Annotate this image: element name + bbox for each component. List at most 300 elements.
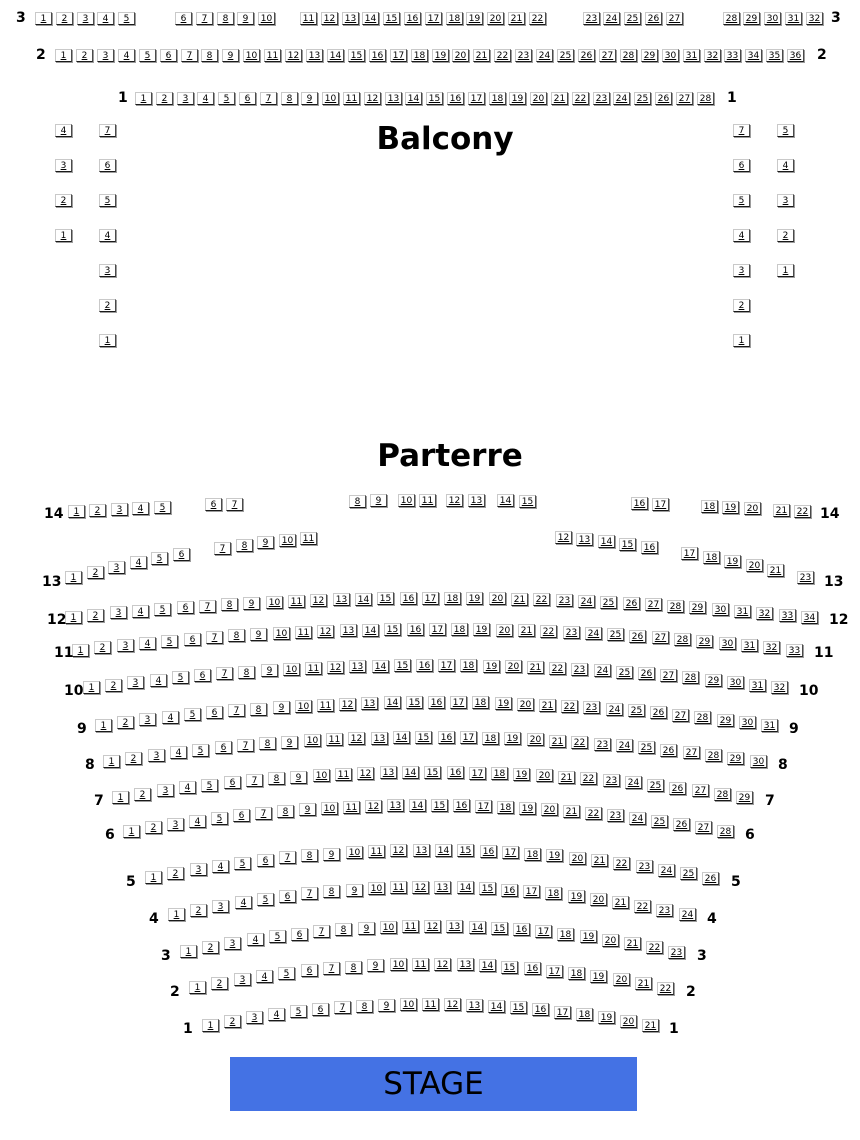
seat[interactable]: 1	[65, 571, 82, 584]
seat[interactable]: 24	[616, 739, 633, 752]
seat[interactable]: 10	[313, 769, 330, 782]
seat[interactable]: 2	[156, 92, 173, 105]
seat[interactable]: 10	[321, 802, 338, 815]
seat[interactable]: 19	[722, 501, 739, 514]
seat[interactable]: 4	[179, 781, 196, 794]
seat[interactable]: 4	[268, 1008, 285, 1021]
seat[interactable]: 13	[361, 697, 378, 710]
seat[interactable]: 18	[451, 623, 468, 636]
seat[interactable]: 7	[255, 807, 272, 820]
seat[interactable]: 12	[339, 698, 356, 711]
seat[interactable]: 10	[266, 596, 283, 609]
seat[interactable]: 22	[572, 92, 589, 105]
seat[interactable]: 20	[489, 592, 506, 605]
seat[interactable]: 6	[175, 12, 192, 25]
seat[interactable]: 15	[377, 592, 394, 605]
seat[interactable]: 27	[652, 631, 669, 644]
seat[interactable]: 10	[398, 494, 415, 507]
seat[interactable]: 20	[620, 1015, 637, 1028]
seat[interactable]: 23	[515, 49, 532, 62]
seat[interactable]: 2	[76, 49, 93, 62]
seat[interactable]: 21	[473, 49, 490, 62]
seat[interactable]: 12	[364, 92, 381, 105]
seat[interactable]: 18	[524, 848, 541, 861]
seat[interactable]: 6	[312, 1003, 329, 1016]
seat[interactable]: 14	[402, 766, 419, 779]
seat[interactable]: 23	[583, 12, 600, 25]
seat[interactable]: 9	[299, 803, 316, 816]
seat[interactable]: 16	[447, 766, 464, 779]
seat[interactable]: 29	[641, 49, 658, 62]
seat[interactable]: 27	[683, 746, 700, 759]
seat[interactable]: 6	[99, 159, 116, 172]
seat[interactable]: 7	[279, 851, 296, 864]
seat[interactable]: 18	[482, 732, 499, 745]
seat[interactable]: 1	[733, 334, 750, 347]
seat[interactable]: 19	[598, 1011, 615, 1024]
seat[interactable]: 4	[150, 674, 167, 687]
seat[interactable]: 3	[111, 503, 128, 516]
seat[interactable]: 20	[613, 973, 630, 986]
seat[interactable]: 1	[68, 505, 85, 518]
seat[interactable]: 26	[645, 12, 662, 25]
seat[interactable]: 33	[724, 49, 741, 62]
seat[interactable]: 13	[380, 766, 397, 779]
seat[interactable]: 31	[741, 639, 758, 652]
seat[interactable]: 6	[177, 601, 194, 614]
seat[interactable]: 5	[99, 194, 116, 207]
seat[interactable]: 29	[717, 714, 734, 727]
seat[interactable]: 30	[739, 716, 756, 729]
seat[interactable]: 15	[348, 49, 365, 62]
seat[interactable]: 19	[580, 930, 597, 943]
seat[interactable]: 10	[380, 921, 397, 934]
seat[interactable]: 18	[491, 767, 508, 780]
seat[interactable]: 22	[646, 941, 663, 954]
seat[interactable]: 6	[206, 706, 223, 719]
seat[interactable]: 17	[425, 12, 442, 25]
seat[interactable]: 6	[184, 633, 201, 646]
seat[interactable]: 1	[189, 981, 206, 994]
seat[interactable]: 8	[259, 737, 276, 750]
seat[interactable]: 10	[322, 92, 339, 105]
seat[interactable]: 19	[568, 890, 585, 903]
seat[interactable]: 9	[301, 92, 318, 105]
seat[interactable]: 7	[246, 774, 263, 787]
seat[interactable]: 4	[118, 49, 135, 62]
seat[interactable]: 10	[390, 958, 407, 971]
seat[interactable]: 20	[452, 49, 469, 62]
seat[interactable]: 24	[603, 12, 620, 25]
seat[interactable]: 10	[243, 49, 260, 62]
seat[interactable]: 11	[343, 92, 360, 105]
seat[interactable]: 19	[519, 802, 536, 815]
seat[interactable]: 15	[510, 1001, 527, 1014]
seat[interactable]: 2	[117, 716, 134, 729]
seat[interactable]: 19	[466, 592, 483, 605]
seat[interactable]: 3	[148, 749, 165, 762]
seat[interactable]: 16	[428, 696, 445, 709]
seat[interactable]: 15	[424, 766, 441, 779]
seat[interactable]: 10	[273, 627, 290, 640]
seat[interactable]: 12	[321, 12, 338, 25]
seat[interactable]: 23	[656, 904, 673, 917]
seat[interactable]: 31	[734, 605, 751, 618]
seat[interactable]: 19	[546, 849, 563, 862]
seat[interactable]: 21	[624, 937, 641, 950]
seat[interactable]: 31	[785, 12, 802, 25]
seat[interactable]: 14	[362, 12, 379, 25]
seat[interactable]: 33	[786, 644, 803, 657]
seat[interactable]: 14	[372, 660, 389, 673]
seat[interactable]: 22	[794, 505, 811, 518]
seat[interactable]: 13	[385, 92, 402, 105]
seat[interactable]: 7	[313, 925, 330, 938]
seat[interactable]: 3	[77, 12, 94, 25]
seat[interactable]: 21	[551, 92, 568, 105]
seat[interactable]: 27	[692, 784, 709, 797]
seat[interactable]: 4	[162, 711, 179, 724]
seat[interactable]: 11	[402, 920, 419, 933]
seat[interactable]: 17	[438, 659, 455, 672]
seat[interactable]: 16	[404, 12, 421, 25]
seat[interactable]: 20	[541, 803, 558, 816]
seat[interactable]: 29	[736, 791, 753, 804]
seat[interactable]: 14	[488, 1000, 505, 1013]
seat[interactable]: 14	[384, 696, 401, 709]
seat[interactable]: 32	[763, 641, 780, 654]
seat[interactable]: 12	[310, 594, 327, 607]
seat[interactable]: 7	[216, 667, 233, 680]
seat[interactable]: 5	[290, 1005, 307, 1018]
seat[interactable]: 3	[110, 606, 127, 619]
seat[interactable]: 17	[450, 696, 467, 709]
seat[interactable]: 1	[123, 825, 140, 838]
seat[interactable]: 4	[256, 970, 273, 983]
seat[interactable]: 1	[103, 755, 120, 768]
seat[interactable]: 21	[642, 1019, 659, 1032]
seat[interactable]: 32	[756, 607, 773, 620]
seat[interactable]: 13	[342, 12, 359, 25]
seat[interactable]: 4	[189, 815, 206, 828]
seat[interactable]: 2	[777, 229, 794, 242]
seat[interactable]: 24	[585, 627, 602, 640]
seat[interactable]: 17	[546, 965, 563, 978]
seat[interactable]: 24	[658, 864, 675, 877]
seat[interactable]: 2	[55, 194, 72, 207]
seat[interactable]: 3	[212, 900, 229, 913]
seat[interactable]: 17	[469, 767, 486, 780]
seat[interactable]: 5	[172, 671, 189, 684]
seat[interactable]: 2	[167, 867, 184, 880]
seat[interactable]: 10	[258, 12, 275, 25]
seat[interactable]: 17	[429, 623, 446, 636]
seat[interactable]: 2	[202, 941, 219, 954]
seat[interactable]: 10	[283, 663, 300, 676]
seat[interactable]: 31	[683, 49, 700, 62]
seat[interactable]: 29	[727, 752, 744, 765]
seat[interactable]: 4	[55, 124, 72, 137]
seat[interactable]: 1	[65, 611, 82, 624]
seat[interactable]: 14	[409, 799, 426, 812]
seat[interactable]: 3	[139, 713, 156, 726]
seat[interactable]: 9	[358, 922, 375, 935]
seat[interactable]: 11	[264, 49, 281, 62]
seat[interactable]: 18	[557, 928, 574, 941]
seat[interactable]: 15	[457, 844, 474, 857]
seat[interactable]: 16	[513, 923, 530, 936]
seat[interactable]: 8	[277, 805, 294, 818]
seat[interactable]: 24	[629, 812, 646, 825]
seat[interactable]: 8	[356, 1000, 373, 1013]
seat[interactable]: 26	[702, 872, 719, 885]
seat[interactable]: 29	[743, 12, 760, 25]
seat[interactable]: 5	[257, 893, 274, 906]
seat[interactable]: 34	[801, 611, 818, 624]
seat[interactable]: 5	[154, 603, 171, 616]
seat[interactable]: 17	[390, 49, 407, 62]
seat[interactable]: 25	[638, 741, 655, 754]
seat[interactable]: 18	[472, 696, 489, 709]
seat[interactable]: 8	[349, 495, 366, 508]
seat[interactable]: 1	[180, 945, 197, 958]
seat[interactable]: 22	[613, 857, 630, 870]
seat[interactable]: 15	[491, 922, 508, 935]
seat[interactable]: 3	[157, 784, 174, 797]
seat[interactable]: 15	[384, 623, 401, 636]
seat[interactable]: 16	[631, 497, 648, 510]
seat[interactable]: 1	[112, 791, 129, 804]
seat[interactable]: 21	[508, 12, 525, 25]
seat[interactable]: 8	[250, 703, 267, 716]
seat[interactable]: 6	[257, 854, 274, 867]
seat[interactable]: 9	[243, 597, 260, 610]
seat[interactable]: 15	[519, 495, 536, 508]
seat[interactable]: 5	[184, 708, 201, 721]
seat[interactable]: 26	[623, 597, 640, 610]
seat[interactable]: 11	[368, 845, 385, 858]
seat[interactable]: 20	[744, 502, 761, 515]
seat[interactable]: 18	[444, 592, 461, 605]
seat[interactable]: 28	[682, 671, 699, 684]
seat[interactable]: 4	[132, 502, 149, 515]
seat[interactable]: 7	[199, 600, 216, 613]
seat[interactable]: 10	[295, 700, 312, 713]
seat[interactable]: 24	[679, 908, 696, 921]
seat[interactable]: 34	[745, 49, 762, 62]
seat[interactable]: 7	[237, 739, 254, 752]
seat[interactable]: 26	[660, 744, 677, 757]
seat[interactable]: 1	[72, 644, 89, 657]
seat[interactable]: 22	[634, 900, 651, 913]
seat[interactable]: 12	[444, 998, 461, 1011]
seat[interactable]: 7	[323, 962, 340, 975]
seat[interactable]: 6	[279, 890, 296, 903]
seat[interactable]: 16	[438, 731, 455, 744]
seat[interactable]: 27	[660, 669, 677, 682]
seat[interactable]: 23	[607, 809, 624, 822]
seat[interactable]: 26	[673, 818, 690, 831]
seat[interactable]: 21	[558, 771, 575, 784]
seat[interactable]: 4	[212, 860, 229, 873]
seat[interactable]: 20	[517, 698, 534, 711]
seat[interactable]: 27	[666, 12, 683, 25]
seat[interactable]: 16	[447, 92, 464, 105]
seat[interactable]: 6	[205, 498, 222, 511]
seat[interactable]: 2	[145, 821, 162, 834]
seat[interactable]: 5	[201, 779, 218, 792]
seat[interactable]: 6	[224, 776, 241, 789]
seat[interactable]: 9	[323, 848, 340, 861]
seat[interactable]: 13	[468, 494, 485, 507]
seat[interactable]: 36	[787, 49, 804, 62]
seat[interactable]: 8	[345, 961, 362, 974]
seat[interactable]: 3	[190, 863, 207, 876]
seat[interactable]: 5	[218, 92, 235, 105]
seat[interactable]: 23	[556, 594, 573, 607]
seat[interactable]: 1	[168, 908, 185, 921]
seat[interactable]: 14	[435, 844, 452, 857]
seat[interactable]: 31	[749, 679, 766, 692]
seat[interactable]: 13	[349, 660, 366, 673]
seat[interactable]: 15	[406, 696, 423, 709]
seat[interactable]: 3	[99, 264, 116, 277]
seat[interactable]: 8	[201, 49, 218, 62]
seat[interactable]: 28	[674, 633, 691, 646]
seat[interactable]: 25	[624, 12, 641, 25]
seat[interactable]: 8	[236, 539, 253, 552]
seat[interactable]: 14	[362, 624, 379, 637]
seat[interactable]: 1	[83, 681, 100, 694]
seat[interactable]: 9	[281, 736, 298, 749]
seat[interactable]: 3	[177, 92, 194, 105]
seat[interactable]: 7	[214, 542, 231, 555]
seat[interactable]: 25	[557, 49, 574, 62]
seat[interactable]: 22	[529, 12, 546, 25]
seat[interactable]: 19	[473, 623, 490, 636]
seat[interactable]: 33	[779, 609, 796, 622]
seat[interactable]: 25	[628, 704, 645, 717]
seat[interactable]: 7	[301, 887, 318, 900]
seat[interactable]: 2	[134, 788, 151, 801]
seat[interactable]: 1	[55, 49, 72, 62]
seat[interactable]: 7	[226, 498, 243, 511]
seat[interactable]: 4	[235, 896, 252, 909]
seat[interactable]: 28	[694, 711, 711, 724]
seat[interactable]: 2	[733, 299, 750, 312]
seat[interactable]: 35	[766, 49, 783, 62]
seat[interactable]: 18	[701, 500, 718, 513]
seat[interactable]: 11	[326, 733, 343, 746]
seat[interactable]: 14	[598, 535, 615, 548]
seat[interactable]: 12	[357, 767, 374, 780]
seat[interactable]: 20	[590, 893, 607, 906]
seat[interactable]: 13	[413, 844, 430, 857]
seat[interactable]: 16	[453, 799, 470, 812]
seat[interactable]: 2	[105, 679, 122, 692]
seat[interactable]: 3	[108, 561, 125, 574]
seat[interactable]: 13	[306, 49, 323, 62]
seat[interactable]: 11	[422, 998, 439, 1011]
seat[interactable]: 5	[151, 552, 168, 565]
seat[interactable]: 5	[211, 812, 228, 825]
seat[interactable]: 13	[446, 920, 463, 933]
seat[interactable]: 20	[536, 769, 553, 782]
seat[interactable]: 8	[323, 885, 340, 898]
seat[interactable]: 22	[561, 700, 578, 713]
seat[interactable]: 25	[651, 815, 668, 828]
seat[interactable]: 16	[501, 884, 518, 897]
seat[interactable]: 18	[545, 887, 562, 900]
seat[interactable]: 10	[279, 534, 296, 547]
seat[interactable]: 18	[576, 1008, 593, 1021]
seat[interactable]: 3	[224, 937, 241, 950]
seat[interactable]: 30	[764, 12, 781, 25]
seat[interactable]: 5	[154, 501, 171, 514]
seat[interactable]: 5	[733, 194, 750, 207]
seat[interactable]: 5	[269, 930, 286, 943]
seat[interactable]: 8	[301, 849, 318, 862]
seat[interactable]: 17	[681, 547, 698, 560]
seat[interactable]: 24	[594, 664, 611, 677]
seat[interactable]: 5	[118, 12, 135, 25]
seat[interactable]: 23	[668, 946, 685, 959]
seat[interactable]: 10	[400, 998, 417, 1011]
seat[interactable]: 22	[657, 982, 674, 995]
seat[interactable]: 11	[288, 595, 305, 608]
seat[interactable]: 22	[540, 625, 557, 638]
seat[interactable]: 28	[714, 788, 731, 801]
seat[interactable]: 7	[228, 704, 245, 717]
seat[interactable]: 11	[343, 801, 360, 814]
seat[interactable]: 19	[724, 555, 741, 568]
seat[interactable]: 12	[446, 494, 463, 507]
seat[interactable]: 18	[497, 801, 514, 814]
seat[interactable]: 16	[369, 49, 386, 62]
seat[interactable]: 30	[727, 676, 744, 689]
seat[interactable]: 3	[167, 818, 184, 831]
seat[interactable]: 11	[305, 662, 322, 675]
seat[interactable]: 12	[348, 732, 365, 745]
seat[interactable]: 17	[475, 800, 492, 813]
seat[interactable]: 2	[56, 12, 73, 25]
seat[interactable]: 3	[117, 639, 134, 652]
seat[interactable]: 5	[278, 967, 295, 980]
seat[interactable]: 12	[390, 844, 407, 857]
seat[interactable]: 2	[94, 641, 111, 654]
seat[interactable]: 16	[400, 592, 417, 605]
seat[interactable]: 29	[689, 601, 706, 614]
seat[interactable]: 9	[222, 49, 239, 62]
seat[interactable]: 3	[55, 159, 72, 172]
seat[interactable]: 4	[130, 556, 147, 569]
seat[interactable]: 28	[697, 92, 714, 105]
seat[interactable]: 32	[771, 681, 788, 694]
seat[interactable]: 26	[669, 782, 686, 795]
seat[interactable]: 5	[777, 124, 794, 137]
seat[interactable]: 6	[160, 49, 177, 62]
seat[interactable]: 1	[55, 229, 72, 242]
seat[interactable]: 20	[530, 92, 547, 105]
seat[interactable]: 19	[590, 970, 607, 983]
seat[interactable]: 13	[576, 533, 593, 546]
seat[interactable]: 13	[457, 958, 474, 971]
seat[interactable]: 4	[197, 92, 214, 105]
seat[interactable]: 23	[593, 92, 610, 105]
seat[interactable]: 23	[571, 663, 588, 676]
seat[interactable]: 13	[333, 593, 350, 606]
seat[interactable]: 11	[295, 626, 312, 639]
